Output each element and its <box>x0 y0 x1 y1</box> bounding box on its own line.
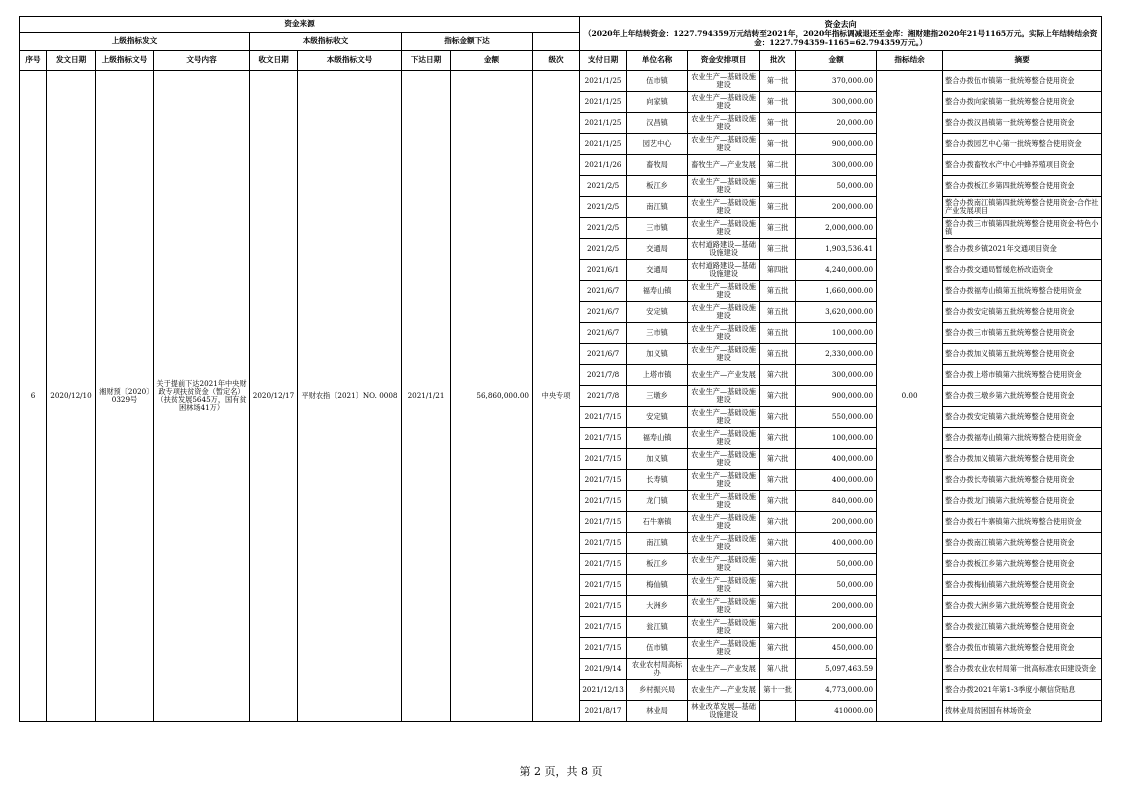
pay-date-cell: 2021/12/13 <box>580 680 627 701</box>
batch-cell: 第五批 <box>760 302 796 323</box>
issued-amount-header: 指标金额下达 <box>402 33 533 51</box>
unit-cell: 园艺中心 <box>627 134 688 155</box>
col-level: 级次 <box>533 51 580 71</box>
unit-cell: 乡村振兴局 <box>627 680 688 701</box>
project-cell: 农业生产—基础设施建设 <box>688 134 760 155</box>
summary-cell: 整合办拨2021年第1-3季度小额信贷贴息 <box>943 680 1102 701</box>
summary-cell: 整合办拨南江镇第四批统筹整合使用资金-合作社产业发展项目 <box>943 197 1102 218</box>
summary-cell: 整合办拨三市镇第五批统筹整合使用资金 <box>943 323 1102 344</box>
pay-date-cell: 2021/7/15 <box>580 554 627 575</box>
issue-date-cell: 2020/12/10 <box>47 71 96 722</box>
batch-cell: 第六批 <box>760 638 796 659</box>
amount-cell: 56,860,000.00 <box>451 71 533 722</box>
pay-amount-cell: 410000.00 <box>796 701 877 722</box>
pay-date-cell: 2021/7/15 <box>580 512 627 533</box>
col-balance: 指标结余 <box>877 51 943 71</box>
pay-amount-cell: 100,000.00 <box>796 323 877 344</box>
pay-date-cell: 2021/7/15 <box>580 470 627 491</box>
summary-cell: 整合办拨交通局暂缓危桥改造资金 <box>943 260 1102 281</box>
pay-date-cell: 2021/8/17 <box>580 701 627 722</box>
unit-cell: 交通局 <box>627 260 688 281</box>
summary-cell: 整合办拨龙门镇第六批统筹整合使用资金 <box>943 491 1102 512</box>
pay-date-cell: 2021/1/25 <box>580 71 627 92</box>
pay-date-cell: 2021/7/15 <box>580 575 627 596</box>
project-cell: 畜牧生产—产业发展 <box>688 155 760 176</box>
pay-amount-cell: 200,000.00 <box>796 617 877 638</box>
unit-cell: 板江乡 <box>627 176 688 197</box>
project-cell: 农业生产—基础设施建设 <box>688 638 760 659</box>
direction-header <box>580 17 1102 51</box>
col-upper-doc-no: 上级指标文号 <box>96 51 154 71</box>
project-cell: 林业改革发展—基础设施建设 <box>688 701 760 722</box>
blank-header <box>533 33 580 51</box>
project-cell: 农业生产—基础设施建设 <box>688 71 760 92</box>
pay-amount-cell: 900,000.00 <box>796 134 877 155</box>
pay-date-cell: 2021/1/25 <box>580 113 627 134</box>
unit-cell: 梅仙镇 <box>627 575 688 596</box>
batch-cell: 第五批 <box>760 281 796 302</box>
project-cell: 农业生产—基础设施建设 <box>688 302 760 323</box>
pay-date-cell: 2021/7/15 <box>580 407 627 428</box>
batch-cell: 第六批 <box>760 428 796 449</box>
col-pay-amount: 金额 <box>796 51 877 71</box>
summary-cell: 整合办拨长寿镇第六批统筹整合使用资金 <box>943 470 1102 491</box>
unit-cell: 三墩乡 <box>627 386 688 407</box>
table-body <box>20 71 1102 722</box>
pay-date-cell: 2021/2/5 <box>580 218 627 239</box>
batch-cell: 第三批 <box>760 197 796 218</box>
batch-cell: 第六批 <box>760 575 796 596</box>
summary-cell: 整合办拨畜牧水产中心中蜂养殖项目资金 <box>943 155 1102 176</box>
batch-cell: 第三批 <box>760 239 796 260</box>
project-cell: 农业生产—基础设施建设 <box>688 449 760 470</box>
project-cell: 农业生产—基础设施建设 <box>688 428 760 449</box>
summary-cell: 整合办拨向家镇第一批统筹整合使用资金 <box>943 92 1102 113</box>
unit-cell: 林业局 <box>627 701 688 722</box>
pay-date-cell: 2021/7/15 <box>580 596 627 617</box>
project-cell: 农业生产—产业发展 <box>688 680 760 701</box>
pay-amount-cell: 400,000.00 <box>796 533 877 554</box>
pay-date-cell: 2021/7/15 <box>580 638 627 659</box>
pay-amount-cell: 400,000.00 <box>796 470 877 491</box>
pay-amount-cell: 50,000.00 <box>796 575 877 596</box>
pay-amount-cell: 200,000.00 <box>796 596 877 617</box>
pay-date-cell: 2021/6/7 <box>580 344 627 365</box>
level-cell: 中央专项 <box>533 71 580 722</box>
unit-cell: 三市镇 <box>627 323 688 344</box>
batch-cell: 第三批 <box>760 218 796 239</box>
project-cell: 农业生产—基础设施建设 <box>688 323 760 344</box>
batch-cell: 第一批 <box>760 113 796 134</box>
upper-issue-header: 上级指标发文 <box>20 33 250 51</box>
col-summary: 摘要 <box>943 51 1102 71</box>
unit-cell: 上塔市镇 <box>627 365 688 386</box>
summary-cell: 整合办拨三市镇第四批统筹整合使用资金-特色小镇 <box>943 218 1102 239</box>
pay-date-cell: 2021/6/7 <box>580 302 627 323</box>
pay-amount-cell: 100,000.00 <box>796 428 877 449</box>
project-cell: 农业生产—基础设施建设 <box>688 218 760 239</box>
summary-cell: 整合办拨石牛寨镇第六批统筹整合使用资金 <box>943 512 1102 533</box>
unit-cell: 福寿山镇 <box>627 281 688 302</box>
batch-cell: 第五批 <box>760 344 796 365</box>
local-doc-no-cell: 平财农指〔2021〕NO. 0008 <box>298 71 402 722</box>
unit-cell: 三市镇 <box>627 218 688 239</box>
pay-date-cell: 2021/7/15 <box>580 533 627 554</box>
project-cell: 农业生产—基础设施建设 <box>688 407 760 428</box>
seq-cell: 6 <box>20 71 47 722</box>
balance-cell: 0.00 <box>877 71 943 722</box>
pay-date-cell: 2021/2/5 <box>580 197 627 218</box>
batch-cell: 第一批 <box>760 92 796 113</box>
unit-cell: 安定镇 <box>627 302 688 323</box>
pay-amount-cell: 840,000.00 <box>796 491 877 512</box>
pay-amount-cell: 50,000.00 <box>796 554 877 575</box>
pay-date-cell: 2021/1/25 <box>580 92 627 113</box>
project-cell: 农业生产—基础设施建设 <box>688 533 760 554</box>
pay-date-cell: 2021/1/25 <box>580 134 627 155</box>
pay-date-cell: 2021/7/15 <box>580 491 627 512</box>
unit-cell: 南江镇 <box>627 533 688 554</box>
batch-cell: 第六批 <box>760 533 796 554</box>
summary-cell: 整合办拨三墩乡第六批统筹整合使用资金 <box>943 386 1102 407</box>
project-cell: 农业生产—基础设施建设 <box>688 617 760 638</box>
col-issue-down-date: 下达日期 <box>402 51 451 71</box>
project-cell: 农业生产—基础设施建设 <box>688 197 760 218</box>
pay-date-cell: 2021/2/5 <box>580 176 627 197</box>
summary-cell: 整合办拨福寿山镇第六批统筹整合使用资金 <box>943 428 1102 449</box>
batch-cell <box>760 701 796 722</box>
receive-date-cell: 2020/12/17 <box>250 71 298 722</box>
unit-cell: 交通局 <box>627 239 688 260</box>
summary-cell: 整合办拨加义镇第五批统筹整合使用资金 <box>943 344 1102 365</box>
batch-cell: 第一批 <box>760 134 796 155</box>
pay-date-cell: 2021/2/5 <box>580 239 627 260</box>
pay-amount-cell: 200,000.00 <box>796 512 877 533</box>
summary-cell: 整合办拨福寿山镇第五批统筹整合使用资金 <box>943 281 1102 302</box>
col-unit: 单位名称 <box>627 51 688 71</box>
unit-cell: 福寿山镇 <box>627 428 688 449</box>
col-receive-date: 收文日期 <box>250 51 298 71</box>
pay-date-cell: 2021/6/7 <box>580 323 627 344</box>
summary-cell: 整合办拨瓮江镇第六批统筹整合使用资金 <box>943 617 1102 638</box>
unit-cell: 汉昌镇 <box>627 113 688 134</box>
col-local-doc-no: 本级指标文号 <box>298 51 402 71</box>
pay-date-cell: 2021/7/8 <box>580 365 627 386</box>
direction-note: （2020年上年结转资金：1227.794359万元结转至2021年，2020年指标调减退还至金库：湘财建指2020年21号1165万元。实际上年结转结余资金：1227.794359-1165=62.794359万元。） <box>583 28 1098 47</box>
batch-cell: 第六批 <box>760 449 796 470</box>
project-cell: 农业生产—基础设施建设 <box>688 113 760 134</box>
pay-date-cell: 2021/7/15 <box>580 428 627 449</box>
summary-cell: 整合办拨上塔市镇第六批统筹整合使用资金 <box>943 365 1102 386</box>
summary-cell: 整合办拨板江乡第六批统筹整合使用资金 <box>943 554 1102 575</box>
pay-date-cell: 2021/6/1 <box>580 260 627 281</box>
unit-cell: 龙门镇 <box>627 491 688 512</box>
unit-cell: 瓮江镇 <box>627 617 688 638</box>
pay-amount-cell: 300,000.00 <box>796 365 877 386</box>
unit-cell: 长寿镇 <box>627 470 688 491</box>
pay-amount-cell: 300,000.00 <box>796 155 877 176</box>
project-cell: 农村道路建设—基础设施建设 <box>688 239 760 260</box>
summary-cell: 整合办拨加义镇第六批统筹整合使用资金 <box>943 449 1102 470</box>
pay-amount-cell: 20,000.00 <box>796 113 877 134</box>
project-cell: 农业生产—基础设施建设 <box>688 491 760 512</box>
col-batch: 批次 <box>760 51 796 71</box>
source-header: 资金来源 <box>20 17 580 33</box>
unit-cell: 伍市镇 <box>627 71 688 92</box>
unit-cell: 石牛寨镇 <box>627 512 688 533</box>
batch-cell: 第一批 <box>760 71 796 92</box>
pay-amount-cell: 450,000.00 <box>796 638 877 659</box>
pay-amount-cell: 550,000.00 <box>796 407 877 428</box>
project-cell: 农业生产—基础设施建设 <box>688 344 760 365</box>
batch-cell: 第五批 <box>760 323 796 344</box>
pay-date-cell: 2021/7/15 <box>580 617 627 638</box>
pay-amount-cell: 1,903,536.41 <box>796 239 877 260</box>
col-pay-date: 支付日期 <box>580 51 627 71</box>
summary-cell: 整合办拨伍市镇第一批统筹整合使用资金 <box>943 71 1102 92</box>
unit-cell: 畜牧局 <box>627 155 688 176</box>
pay-date-cell: 2021/1/26 <box>580 155 627 176</box>
project-cell: 农业生产—基础设施建设 <box>688 596 760 617</box>
summary-cell: 拨林业局贫困国有林场资金 <box>943 701 1102 722</box>
page-footer: 第 2 页，共 8 页 <box>519 765 603 778</box>
unit-cell: 南江镇 <box>627 197 688 218</box>
col-seq: 序号 <box>20 51 47 71</box>
project-cell: 农业生产—产业发展 <box>688 365 760 386</box>
pay-amount-cell: 4,240,000.00 <box>796 260 877 281</box>
batch-cell: 第四批 <box>760 260 796 281</box>
funds-table <box>19 16 1102 722</box>
batch-cell: 第六批 <box>760 554 796 575</box>
batch-cell: 第六批 <box>760 617 796 638</box>
doc-content-cell: 关于提前下达2021年中央财政专项扶贫资金（暂定名）（扶贫发展5645万，国有贫困林场41万） <box>154 71 250 722</box>
batch-cell: 第八批 <box>760 659 796 680</box>
unit-cell: 加义镇 <box>627 449 688 470</box>
pay-date-cell: 2021/6/7 <box>580 281 627 302</box>
project-cell: 农业生产—基础设施建设 <box>688 575 760 596</box>
batch-cell: 第二批 <box>760 155 796 176</box>
pay-date-cell: 2021/7/15 <box>580 449 627 470</box>
summary-cell: 整合办拨伍市镇第六批统筹整合使用资金 <box>943 638 1102 659</box>
batch-cell: 第六批 <box>760 512 796 533</box>
pay-amount-cell: 3,620,000.00 <box>796 302 877 323</box>
summary-cell: 整合办拨汉昌镇第一批统筹整合使用资金 <box>943 113 1102 134</box>
batch-cell: 第六批 <box>760 386 796 407</box>
summary-cell: 整合办拨安定镇第六批统筹整合使用资金 <box>943 407 1102 428</box>
project-cell: 农业生产—基础设施建设 <box>688 281 760 302</box>
summary-cell: 整合办拨大洲乡第六批统筹整合使用资金 <box>943 596 1102 617</box>
batch-cell: 第十一批 <box>760 680 796 701</box>
unit-cell: 板江乡 <box>627 554 688 575</box>
unit-cell: 农业农村局高标办 <box>627 659 688 680</box>
pay-amount-cell: 5,097,463.59 <box>796 659 877 680</box>
pay-amount-cell: 300,000.00 <box>796 92 877 113</box>
pay-amount-cell: 200,000.00 <box>796 197 877 218</box>
unit-cell: 向家镇 <box>627 92 688 113</box>
pay-date-cell: 2021/7/8 <box>580 386 627 407</box>
summary-cell: 整合办拨乡镇2021年交通项目资金 <box>943 239 1102 260</box>
project-cell: 农业生产—基础设施建设 <box>688 554 760 575</box>
summary-cell: 整合办拨板江乡第四批统筹整合使用资金 <box>943 176 1102 197</box>
issue-down-date-cell: 2021/1/21 <box>402 71 451 722</box>
upper-doc-no-cell: 湘财预〔2020〕0329号 <box>96 71 154 722</box>
batch-cell: 第六批 <box>760 470 796 491</box>
local-receive-header: 本级指标收文 <box>250 33 402 51</box>
batch-cell: 第三批 <box>760 176 796 197</box>
pay-amount-cell: 370,000.00 <box>796 71 877 92</box>
direction-title: 资金去向 <box>824 18 857 29</box>
summary-cell: 整合办拨安定镇第五批统筹整合使用资金 <box>943 302 1102 323</box>
pay-amount-cell: 2,000,000.00 <box>796 218 877 239</box>
unit-cell: 大洲乡 <box>627 596 688 617</box>
project-cell: 农业生产—基础设施建设 <box>688 176 760 197</box>
unit-cell: 安定镇 <box>627 407 688 428</box>
unit-cell: 加义镇 <box>627 344 688 365</box>
unit-cell: 伍市镇 <box>627 638 688 659</box>
batch-cell: 第六批 <box>760 491 796 512</box>
col-project: 资金安排项目 <box>688 51 760 71</box>
project-cell: 农业生产—产业发展 <box>688 659 760 680</box>
col-issue-date: 发文日期 <box>47 51 96 71</box>
pay-amount-cell: 400,000.00 <box>796 449 877 470</box>
summary-cell: 整合办拨南江镇第六批统筹整合使用资金 <box>943 533 1102 554</box>
pay-amount-cell: 4,773,000.00 <box>796 680 877 701</box>
project-cell: 农业生产—基础设施建设 <box>688 92 760 113</box>
col-amount: 金额 <box>451 51 533 71</box>
pay-amount-cell: 900,000.00 <box>796 386 877 407</box>
pay-date-cell: 2021/9/14 <box>580 659 627 680</box>
project-cell: 农村道路建设—基础设施建设 <box>688 260 760 281</box>
batch-cell: 第六批 <box>760 407 796 428</box>
pay-amount-cell: 2,330,000.00 <box>796 344 877 365</box>
summary-cell: 整合办拨园艺中心第一批统筹整合使用资金 <box>943 134 1102 155</box>
project-cell: 农业生产—基础设施建设 <box>688 512 760 533</box>
batch-cell: 第六批 <box>760 365 796 386</box>
batch-cell: 第六批 <box>760 596 796 617</box>
summary-cell: 整合办拨农业农村局第一批高标准农田建设资金 <box>943 659 1102 680</box>
col-doc-content: 文号内容 <box>154 51 250 71</box>
pay-amount-cell: 50,000.00 <box>796 176 877 197</box>
pay-amount-cell: 1,660,000.00 <box>796 281 877 302</box>
table-row <box>20 71 1102 92</box>
summary-cell: 整合办拨梅仙镇第六批统筹整合使用资金 <box>943 575 1102 596</box>
project-cell: 农业生产—基础设施建设 <box>688 470 760 491</box>
project-cell: 农业生产—基础设施建设 <box>688 386 760 407</box>
